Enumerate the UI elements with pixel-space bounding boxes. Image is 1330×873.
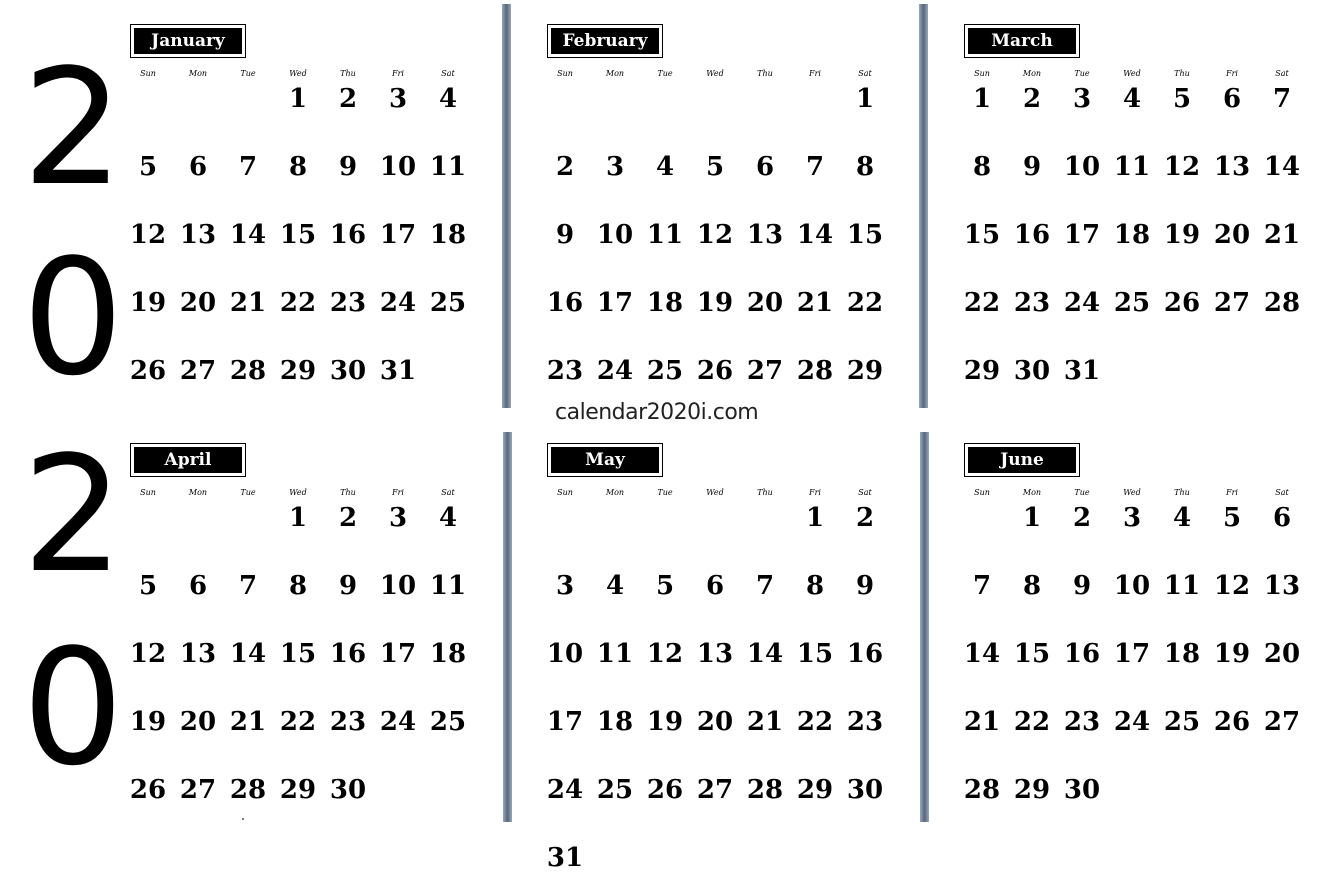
day-cell: 31 bbox=[1063, 356, 1101, 386]
day-cell: 29 bbox=[796, 775, 834, 805]
day-cell: 16 bbox=[329, 220, 367, 250]
day-cell: 8 bbox=[288, 571, 308, 601]
day-cell: 23 bbox=[329, 707, 367, 737]
weekday-label: Sat bbox=[441, 488, 455, 497]
day-cell: 18 bbox=[429, 639, 467, 669]
day-cell: 5 bbox=[655, 571, 675, 601]
day-cell: 18 bbox=[646, 288, 684, 318]
day-cell: 13 bbox=[179, 220, 217, 250]
day-cell: 12 bbox=[129, 220, 167, 250]
day-cell: 18 bbox=[596, 707, 634, 737]
weekday-header bbox=[540, 69, 890, 81]
day-cell: 17 bbox=[1063, 220, 1101, 250]
weekday-label: Fri bbox=[392, 69, 404, 78]
day-cell: 15 bbox=[846, 220, 884, 250]
day-cell: 2 bbox=[338, 84, 358, 114]
weekday-header bbox=[540, 488, 890, 500]
day-cell: 3 bbox=[388, 84, 408, 114]
day-cell: 29 bbox=[963, 356, 1001, 386]
day-cell: 9 bbox=[1072, 571, 1092, 601]
day-cell: 30 bbox=[1063, 775, 1101, 805]
day-cell: 19 bbox=[646, 707, 684, 737]
column-divider-top-left bbox=[502, 4, 511, 408]
day-cell: 21 bbox=[229, 707, 267, 737]
day-cell: 21 bbox=[1263, 220, 1301, 250]
day-cell: 20 bbox=[746, 288, 784, 318]
day-cell: 13 bbox=[179, 639, 217, 669]
day-cell: 8 bbox=[972, 152, 992, 182]
day-cell: 28 bbox=[229, 775, 267, 805]
day-cell: 11 bbox=[429, 152, 467, 182]
month-title-box bbox=[964, 24, 1080, 58]
weekday-label: Fri bbox=[392, 488, 404, 497]
day-cell: 16 bbox=[1013, 220, 1051, 250]
day-cell: 6 bbox=[755, 152, 775, 182]
day-cell: 28 bbox=[963, 775, 1001, 805]
weekday-label: Sat bbox=[441, 69, 455, 78]
day-cell: 16 bbox=[1063, 639, 1101, 669]
day-cell: 11 bbox=[646, 220, 684, 250]
day-cell: 24 bbox=[1063, 288, 1101, 318]
day-cell: 27 bbox=[1213, 288, 1251, 318]
day-cell: 9 bbox=[1022, 152, 1042, 182]
day-cell: 3 bbox=[388, 503, 408, 533]
weekday-label: Thu bbox=[340, 69, 356, 78]
day-cell: 28 bbox=[746, 775, 784, 805]
year-digit-1: 2 bbox=[22, 34, 124, 221]
day-cell: 23 bbox=[329, 288, 367, 318]
day-cell: 24 bbox=[379, 707, 417, 737]
day-cell: 15 bbox=[279, 639, 317, 669]
month-title: April bbox=[134, 447, 242, 473]
day-cell: 31 bbox=[379, 356, 417, 386]
day-cell: 4 bbox=[438, 84, 458, 114]
weekday-label: Tue bbox=[657, 69, 673, 78]
day-cell: 26 bbox=[1213, 707, 1251, 737]
column-divider-top-right bbox=[919, 4, 928, 408]
day-cell: 17 bbox=[596, 288, 634, 318]
day-cell: 11 bbox=[1113, 152, 1151, 182]
day-cell: 29 bbox=[279, 775, 317, 805]
weekday-label: Sat bbox=[858, 69, 872, 78]
day-cell: 25 bbox=[429, 707, 467, 737]
day-cell: 11 bbox=[596, 639, 634, 669]
weekday-label: Sat bbox=[1275, 69, 1289, 78]
day-cell: 21 bbox=[746, 707, 784, 737]
day-cell: 7 bbox=[755, 571, 775, 601]
month-panel-may bbox=[540, 419, 890, 873]
day-cell: 4 bbox=[655, 152, 675, 182]
day-cell: 14 bbox=[229, 220, 267, 250]
year-digit-2: 0 bbox=[22, 224, 124, 411]
day-cell: 5 bbox=[1222, 503, 1242, 533]
day-cell: 6 bbox=[705, 571, 725, 601]
month-title: February bbox=[551, 28, 659, 54]
weekday-header bbox=[123, 69, 473, 81]
day-cell: 10 bbox=[1113, 571, 1151, 601]
day-cell: 15 bbox=[963, 220, 1001, 250]
weekday-label: Mon bbox=[605, 69, 625, 78]
day-cell: 20 bbox=[179, 707, 217, 737]
day-cell: 9 bbox=[855, 571, 875, 601]
day-cell: 1 bbox=[1022, 503, 1042, 533]
day-cell: 22 bbox=[279, 288, 317, 318]
day-cell: 15 bbox=[279, 220, 317, 250]
day-cell: 15 bbox=[1013, 639, 1051, 669]
day-cell: 6 bbox=[1222, 84, 1242, 114]
day-cell: 17 bbox=[379, 220, 417, 250]
month-title: May bbox=[551, 447, 659, 473]
day-cell: 23 bbox=[546, 356, 584, 386]
weekday-header bbox=[123, 488, 473, 500]
day-cell: 27 bbox=[1263, 707, 1301, 737]
day-cell: 27 bbox=[179, 356, 217, 386]
weekday-label: Thu bbox=[340, 488, 356, 497]
day-cell: 4 bbox=[605, 571, 625, 601]
weekday-label: Tue bbox=[1074, 488, 1090, 497]
weekday-label: Tue bbox=[240, 488, 256, 497]
day-cell: 9 bbox=[338, 571, 358, 601]
weekday-label: Mon bbox=[1022, 69, 1042, 78]
day-cell: 25 bbox=[429, 288, 467, 318]
day-cell: 1 bbox=[288, 84, 308, 114]
day-cell: 4 bbox=[438, 503, 458, 533]
day-cell: 5 bbox=[1172, 84, 1192, 114]
day-cell: 26 bbox=[696, 356, 734, 386]
day-cell: 27 bbox=[696, 775, 734, 805]
day-cell: 2 bbox=[555, 152, 575, 182]
day-cell: 18 bbox=[429, 220, 467, 250]
day-cell: 3 bbox=[1072, 84, 1092, 114]
year-digit-4: 0 bbox=[22, 614, 124, 801]
day-cell: 14 bbox=[1263, 152, 1301, 182]
day-cell: 9 bbox=[555, 220, 575, 250]
day-cell: 8 bbox=[288, 152, 308, 182]
day-cell: 13 bbox=[696, 639, 734, 669]
day-cell: 12 bbox=[129, 639, 167, 669]
day-cell: 12 bbox=[646, 639, 684, 669]
day-cell: 5 bbox=[138, 571, 158, 601]
month-title-box bbox=[547, 24, 663, 58]
weekday-label: Mon bbox=[188, 69, 208, 78]
day-cell: 7 bbox=[805, 152, 825, 182]
day-cell: 23 bbox=[846, 707, 884, 737]
weekday-label: Tue bbox=[657, 488, 673, 497]
weekday-label: Sun bbox=[557, 69, 573, 78]
day-cell: 14 bbox=[229, 639, 267, 669]
year-digit-3: 2 bbox=[22, 421, 124, 608]
day-cell: 1 bbox=[288, 503, 308, 533]
day-cell: 2 bbox=[855, 503, 875, 533]
day-cell: 23 bbox=[1063, 707, 1101, 737]
day-cell: 14 bbox=[963, 639, 1001, 669]
day-cell: 22 bbox=[1013, 707, 1051, 737]
day-cell: 14 bbox=[746, 639, 784, 669]
day-cell: 25 bbox=[1163, 707, 1201, 737]
weekday-label: Wed bbox=[1123, 488, 1141, 497]
weekday-label: Wed bbox=[706, 488, 724, 497]
month-panel-march bbox=[957, 0, 1307, 410]
day-cell: 21 bbox=[229, 288, 267, 318]
weekday-label: Fri bbox=[1226, 69, 1238, 78]
day-cell: 9 bbox=[338, 152, 358, 182]
day-cell: 7 bbox=[238, 152, 258, 182]
day-cell: 8 bbox=[805, 571, 825, 601]
day-cell: 13 bbox=[1213, 152, 1251, 182]
day-cell: 27 bbox=[746, 356, 784, 386]
weekday-label: Wed bbox=[1123, 69, 1141, 78]
month-panel-april bbox=[123, 419, 473, 829]
day-cell: 20 bbox=[696, 707, 734, 737]
day-cell: 6 bbox=[188, 152, 208, 182]
day-cell: 30 bbox=[329, 775, 367, 805]
month-title: January bbox=[134, 28, 242, 54]
day-cell: 6 bbox=[1272, 503, 1292, 533]
weekday-label: Fri bbox=[1226, 488, 1238, 497]
day-cell: 10 bbox=[546, 639, 584, 669]
day-cell: 10 bbox=[379, 152, 417, 182]
day-cell: 22 bbox=[279, 707, 317, 737]
day-cell: 16 bbox=[846, 639, 884, 669]
day-cell: 19 bbox=[696, 288, 734, 318]
day-cell: 25 bbox=[596, 775, 634, 805]
day-cell: 20 bbox=[179, 288, 217, 318]
day-cell: 27 bbox=[179, 775, 217, 805]
weekday-label: Mon bbox=[1022, 488, 1042, 497]
weekday-label: Sun bbox=[140, 488, 156, 497]
day-cell: 19 bbox=[1163, 220, 1201, 250]
day-cell: 6 bbox=[188, 571, 208, 601]
day-cell: 26 bbox=[1163, 288, 1201, 318]
day-cell: 19 bbox=[129, 707, 167, 737]
day-cell: 16 bbox=[329, 639, 367, 669]
day-cell: 31 bbox=[546, 843, 584, 873]
day-cell: 11 bbox=[1163, 571, 1201, 601]
day-cell: 8 bbox=[855, 152, 875, 182]
day-cell: 12 bbox=[1163, 152, 1201, 182]
month-title: June bbox=[968, 447, 1076, 473]
weekday-label: Tue bbox=[1074, 69, 1090, 78]
day-cell: 1 bbox=[855, 84, 875, 114]
day-cell: 2 bbox=[1022, 84, 1042, 114]
day-cell: 5 bbox=[138, 152, 158, 182]
day-cell: 8 bbox=[1022, 571, 1042, 601]
day-cell: 15 bbox=[796, 639, 834, 669]
day-cell: 7 bbox=[1272, 84, 1292, 114]
column-divider-bottom-left bbox=[503, 432, 512, 822]
day-cell: 24 bbox=[1113, 707, 1151, 737]
day-cell: 28 bbox=[1263, 288, 1301, 318]
weekday-label: Wed bbox=[706, 69, 724, 78]
day-cell: 11 bbox=[429, 571, 467, 601]
weekday-label: Thu bbox=[1174, 488, 1190, 497]
weekday-label: Fri bbox=[809, 69, 821, 78]
weekday-header bbox=[957, 488, 1307, 500]
day-cell: 18 bbox=[1113, 220, 1151, 250]
weekday-label: Thu bbox=[757, 69, 773, 78]
month-title-box bbox=[964, 443, 1080, 477]
day-cell: 21 bbox=[796, 288, 834, 318]
day-cell: 20 bbox=[1263, 639, 1301, 669]
weekday-label: Wed bbox=[289, 488, 307, 497]
day-cell: 10 bbox=[1063, 152, 1101, 182]
weekday-label: Sun bbox=[974, 488, 990, 497]
month-title-box bbox=[130, 24, 246, 58]
weekday-label: Mon bbox=[188, 488, 208, 497]
day-cell: 25 bbox=[1113, 288, 1151, 318]
weekday-label: Thu bbox=[757, 488, 773, 497]
day-cell: 5 bbox=[705, 152, 725, 182]
day-cell: 12 bbox=[696, 220, 734, 250]
day-cell: 3 bbox=[555, 571, 575, 601]
day-cell: 20 bbox=[1213, 220, 1251, 250]
month-title: March bbox=[968, 28, 1076, 54]
weekday-label: Wed bbox=[289, 69, 307, 78]
day-cell: 28 bbox=[796, 356, 834, 386]
weekday-label: Sat bbox=[1275, 488, 1289, 497]
day-cell: 3 bbox=[1122, 503, 1142, 533]
day-cell: 30 bbox=[329, 356, 367, 386]
day-cell: 19 bbox=[1213, 639, 1251, 669]
weekday-label: Sun bbox=[974, 69, 990, 78]
day-cell: 29 bbox=[279, 356, 317, 386]
day-cell: 13 bbox=[746, 220, 784, 250]
day-cell: 4 bbox=[1172, 503, 1192, 533]
day-cell: 7 bbox=[972, 571, 992, 601]
day-cell: 19 bbox=[129, 288, 167, 318]
day-cell: 10 bbox=[596, 220, 634, 250]
weekday-label: Fri bbox=[809, 488, 821, 497]
day-cell: 26 bbox=[129, 775, 167, 805]
day-cell: 17 bbox=[1113, 639, 1151, 669]
month-title-box bbox=[130, 443, 246, 477]
day-cell: 18 bbox=[1163, 639, 1201, 669]
day-cell: 26 bbox=[129, 356, 167, 386]
day-cell: 1 bbox=[805, 503, 825, 533]
day-cell: 14 bbox=[796, 220, 834, 250]
day-cell: 25 bbox=[646, 356, 684, 386]
month-panel-june bbox=[957, 419, 1307, 829]
weekday-label: Sun bbox=[557, 488, 573, 497]
day-cell: 17 bbox=[546, 707, 584, 737]
weekday-label: Sun bbox=[140, 69, 156, 78]
weekday-header bbox=[957, 69, 1307, 81]
day-cell: 3 bbox=[605, 152, 625, 182]
day-cell: 21 bbox=[963, 707, 1001, 737]
month-panel-february bbox=[540, 0, 890, 410]
day-cell: 26 bbox=[646, 775, 684, 805]
day-cell: 7 bbox=[238, 571, 258, 601]
day-cell: 2 bbox=[1072, 503, 1092, 533]
column-divider-bottom-right bbox=[920, 432, 929, 822]
day-cell: 1 bbox=[972, 84, 992, 114]
weekday-label: Mon bbox=[605, 488, 625, 497]
day-cell: 22 bbox=[796, 707, 834, 737]
month-title-box bbox=[547, 443, 663, 477]
month-panel-january bbox=[123, 0, 473, 410]
day-cell: 24 bbox=[546, 775, 584, 805]
day-cell: 16 bbox=[546, 288, 584, 318]
day-cell: 4 bbox=[1122, 84, 1142, 114]
day-cell: 17 bbox=[379, 639, 417, 669]
day-cell: 22 bbox=[963, 288, 1001, 318]
day-cell: 28 bbox=[229, 356, 267, 386]
day-cell: 10 bbox=[379, 571, 417, 601]
day-cell: 29 bbox=[1013, 775, 1051, 805]
weekday-label: Sat bbox=[858, 488, 872, 497]
day-cell: 22 bbox=[846, 288, 884, 318]
day-cell: 23 bbox=[1013, 288, 1051, 318]
day-cell: 2 bbox=[338, 503, 358, 533]
day-cell: 24 bbox=[596, 356, 634, 386]
day-cell: 30 bbox=[1013, 356, 1051, 386]
watermark-text: calendar2020i.com bbox=[555, 400, 759, 425]
day-cell: 24 bbox=[379, 288, 417, 318]
weekday-label: Tue bbox=[240, 69, 256, 78]
day-cell: 12 bbox=[1213, 571, 1251, 601]
weekday-label: Thu bbox=[1174, 69, 1190, 78]
day-cell: 29 bbox=[846, 356, 884, 386]
day-cell: 13 bbox=[1263, 571, 1301, 601]
day-cell: 30 bbox=[846, 775, 884, 805]
